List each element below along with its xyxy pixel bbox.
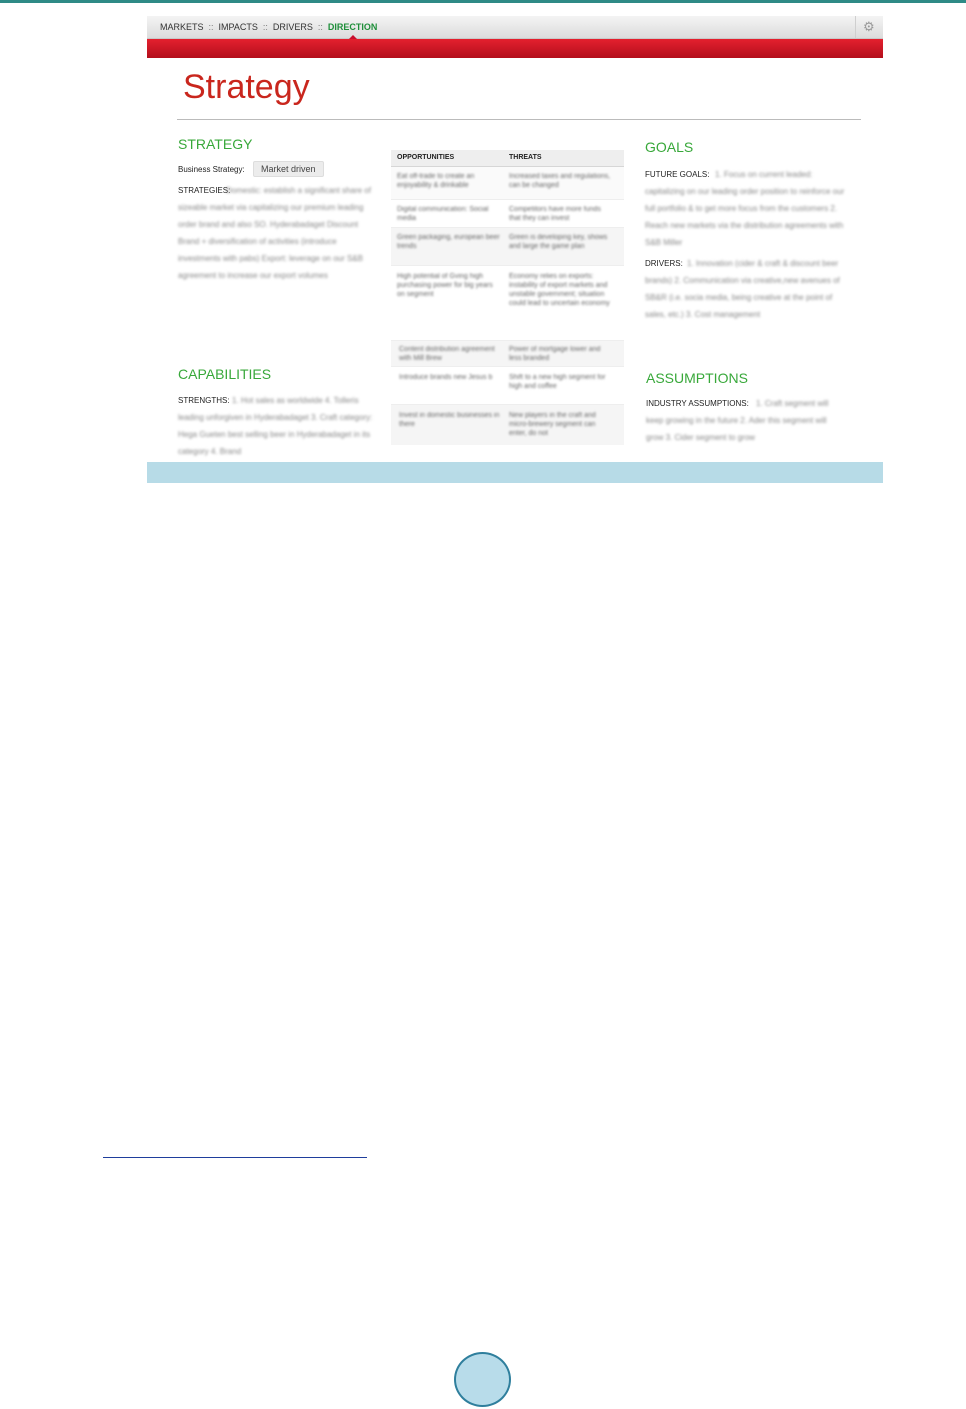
table-row (391, 366, 624, 405)
table-row (391, 265, 624, 341)
table-cell: Green is developing key, shows and large the game plan (509, 234, 608, 250)
top-navbar (147, 16, 883, 39)
header-red-bar (147, 39, 883, 58)
table-row (391, 404, 624, 445)
nav-separator: :: (208, 22, 214, 32)
nav-menu (160, 22, 377, 32)
settings-button[interactable] (855, 16, 883, 38)
nav-item-markets[interactable]: MARKETS (160, 22, 204, 32)
nav-separator: :: (262, 22, 268, 32)
table-cell: Eat off-trade to create an enjoyability & drinkable (397, 173, 475, 189)
table-cell: Economy relies on exports: instability of export markets and unstable government; situation could lead to uncertain economy (509, 273, 610, 307)
column-header-threats: THREATS (509, 154, 542, 161)
table-cell: Shift to a new high segment for high and coffee (509, 374, 606, 390)
table-row (391, 199, 624, 228)
table-cell: Introduce brands new Jesus b (399, 374, 493, 381)
strategy-heading: STRATEGY (178, 136, 253, 152)
nav-separator: :: (317, 22, 323, 32)
strategies-text: Domestic: establish a significant share of sizeable market via capitalizing our premium leading order brand and also SO. Hyderabadaget Discount Brand + diversification of activities (introduce investments with pabs) Export: leverage on our S&B agreement to increase our export volumes (178, 186, 371, 280)
page-top-rule (0, 0, 966, 3)
strategies-label: STRATEGIES: (178, 186, 231, 195)
nav-item-impacts[interactable]: IMPACTS (218, 22, 258, 32)
strengths-text: 1. Hot sales as worldwide 4. Tolleris leading unforgiven in Hyderabadaget 3. Craft category: Hega Gueten best selling beer in Hyderabadaget in its category 4. Brand (178, 396, 373, 456)
app-screenshot (147, 16, 883, 483)
table-row (391, 227, 624, 266)
page-title: Strategy (183, 68, 310, 106)
title-divider (177, 119, 861, 120)
strategy-panel (147, 58, 883, 462)
table-cell: Green packaging, european beer trends (397, 234, 500, 250)
gear-icon: ⚙ (863, 19, 875, 34)
footnote-link-underline[interactable] (103, 1157, 367, 1158)
table-row (391, 340, 624, 367)
assumptions-heading: ASSUMPTIONS (646, 370, 748, 386)
goals-heading: GOALS (645, 139, 694, 155)
drivers-label: DRIVERS: (645, 259, 683, 268)
column-header-opportunities: OPPORTUNITIES (397, 154, 455, 161)
table-cell: Increased taxes and regulations, can be changed (509, 173, 611, 189)
table-cell: Power of mortgage lower and less branded (509, 346, 601, 362)
industry-assumptions-label: INDUSTRY ASSUMPTIONS: (646, 399, 749, 408)
strengths-label: STRENGTHS: (178, 396, 230, 405)
drivers-text: 1. Innovation (cider & craft & discount beer brands) 2. Communication via creative,new avenues of SB&R (i.e. socia media, being creative at the point of sales, etc.) 3. Cost management (645, 259, 840, 319)
business-strategy-label: Business Strategy: (178, 165, 245, 174)
table-header (391, 150, 624, 167)
table-cell: Digital communication: Social media (397, 206, 489, 222)
page-number-badge (454, 1352, 511, 1407)
table-cell: Competitors have more funds that they can invest (509, 206, 601, 222)
table-cell: Content distribution agreement with Mill Brew (399, 346, 495, 362)
capabilities-heading: CAPABILITIES (178, 366, 272, 382)
future-goals-text: 1. Focus on current leaded: capitalizing on our leading order position to reinforce our full portfolio & to get more focus from the customers 2. Reach new markets via the distribution agreements with S&B Miller (645, 170, 845, 247)
table-cell: New players in the craft and micro-brewery segment can enter, do not (509, 412, 596, 437)
industry-assumptions-text: 1. Craft segment will keep growing in the future 2. Ader this segment will grow 3. Cider segment to grow (646, 399, 829, 442)
nav-item-direction[interactable]: DIRECTION (327, 22, 378, 32)
table-cell: Invest in domestic businesses in there (399, 412, 500, 428)
nav-item-drivers[interactable]: DRIVERS (272, 22, 313, 32)
business-strategy-value: Market driven (253, 161, 324, 177)
future-goals-label: FUTURE GOALS: (645, 170, 710, 179)
table-row (391, 167, 624, 199)
footer-info-bar (147, 462, 883, 483)
table-cell: High potential of Gving high purchasing power for big years on segment (397, 273, 493, 298)
